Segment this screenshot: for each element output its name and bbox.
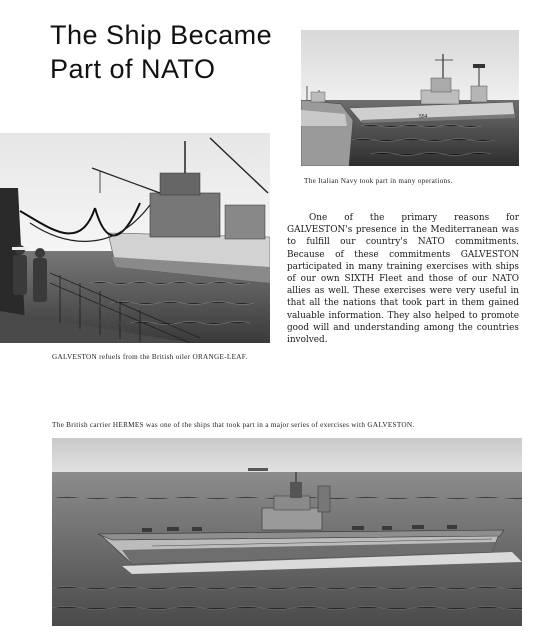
italian-cruiser-photo: [301, 30, 519, 166]
hermes-carrier-photo: [52, 438, 522, 626]
italian-navy-caption: The Italian Navy took part in many operations.: [304, 177, 453, 185]
refueling-photo: [0, 133, 270, 343]
hermes-caption: The British carrier HERMES was one of the ships that took part in a major series of exercises with GALVESTON.: [52, 421, 415, 429]
headline-line-1: The Ship Became: [50, 20, 273, 50]
hull-number-label: 554: [419, 114, 428, 120]
page-headline: [50, 18, 290, 86]
nato-article-body: One of the primary reasons for GALVESTON's presence in the Mediterranean was to fulfill our country's NATO commitments. Because of these commitments GALVESTON participated in many training exercises with ships of our own SIXTH Fleet and those of our NATO allies as well. These exercises were very useful in that all the nations that took part in them gained valuable information. They also helped to promote good will and understanding among the countries involved.: [287, 213, 519, 346]
headline-line-2: Part of NATO: [50, 54, 216, 84]
refuel-caption: GALVESTON refuels from the British oiler ORANGE-LEAF.: [52, 353, 248, 361]
